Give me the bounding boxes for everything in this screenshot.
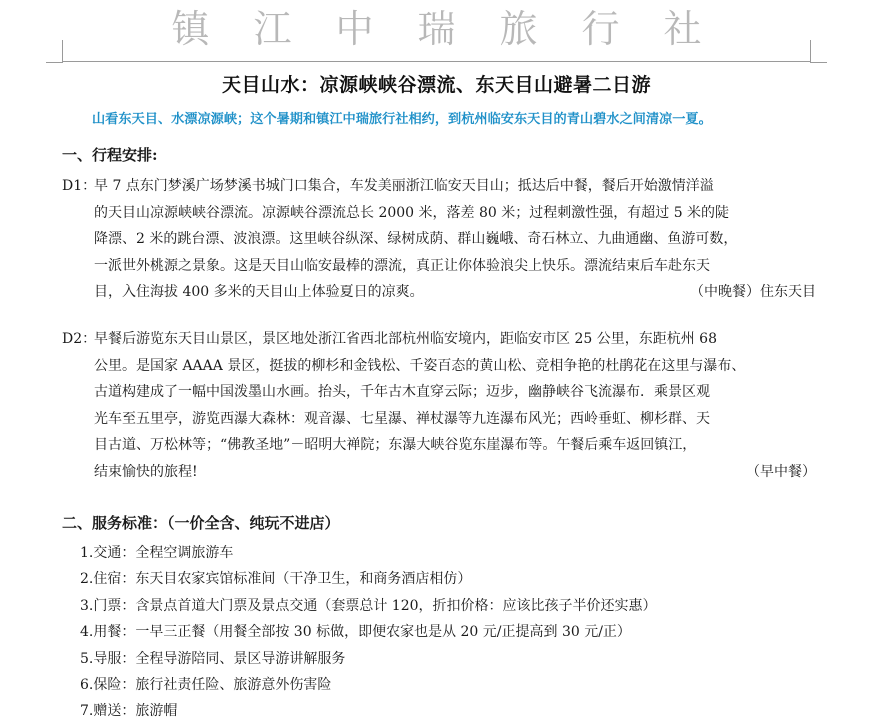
- day-2-line: 结束愉快的旅程!: [94, 463, 198, 480]
- day-1-line: 早 7 点东门梦溪广场梦溪书城门口集合，车发美丽浙江临安天目山；抵达后中餐，餐后开始激情洋溢: [94, 178, 714, 194]
- service-item-tickets: 3.门票：含景点首道大门票及景点交通（套票总计 120，折扣价格：应该比孩子半价还实惠）: [80, 597, 657, 614]
- day-1-label: D1：: [62, 178, 97, 194]
- day-1-text: [94, 173, 816, 306]
- day-1-line: 一派世外桃源之景象。这是天目山临安最棒的漂流，真正让你体验浪尖上快乐。漂流结束后车赴东天: [94, 257, 710, 274]
- header-divider: [62, 61, 811, 62]
- header-corner-mark-right: [810, 40, 827, 63]
- day-2-line: 古道构建成了一幅中国泼墨山水画。抬头，千年古木直穿云际；迈步，幽静峡谷飞流瀑布．乘景区观: [94, 384, 710, 401]
- service-item-lodging: 2.住宿：东天目农家宾馆标准间（干净卫生，和商务酒店相仿）: [80, 571, 472, 588]
- service-item-meals: 4.用餐：一早三正餐（用餐全部按 30 标做，即便农家也是从 20 元/正提高到 30 元/正）: [80, 624, 631, 641]
- service-item-insurance: 6.保险：旅行社责任险、旅游意外伤害险: [80, 676, 332, 693]
- day-2-last-line: [94, 459, 816, 486]
- day-2-line: 公里。是国家 AAAA 景区，挺拔的柳杉和金钱松、千姿百态的黄山松、竞相争艳的杜鹃花在这里与瀑布、: [94, 357, 746, 374]
- service-item-transport: 1.交通：全程空调旅游车: [80, 545, 234, 561]
- service-item-guide: 5.导服：全程导游陪同、景区导游讲解服务: [80, 650, 346, 667]
- day-2-line: 光车至五里亭，游览西瀑大森林：观音瀑、七星瀑、禅杖瀑等九连瀑布风光；西岭垂虹、柳杉群、天: [94, 410, 710, 427]
- day-1-meal-note: （中晚餐）住东天目: [690, 284, 816, 301]
- day-2-meal-note: （早中餐）: [746, 463, 816, 480]
- service-item-gift: 7.赠送：旅游帽: [80, 703, 178, 720]
- company-header: 镇江中瑞旅行社: [171, 7, 746, 51]
- day-1-last-line: [94, 279, 816, 306]
- day-1-line: 降漂、2 米的跳台漂、波浪漂。这里峡谷纵深、绿树成荫、群山巍峨、奇石林立、九曲通幽、鱼游可数，: [94, 231, 738, 248]
- itinerary-heading: 一、行程安排:: [62, 146, 158, 164]
- service-list: [80, 540, 840, 725]
- intro-tagline: 山看东天目、水漂凉源峡；这个暑期和镇江中瑞旅行社相约，到杭州临安东天目的青山碧水之间清凉一夏。: [92, 112, 712, 127]
- document-title: 天目山水：凉源峡峡谷漂流、东天目山避暑二日游: [221, 74, 651, 96]
- day-2-text: [94, 326, 816, 486]
- day-2-line: 早餐后游览东天目山景区，景区地处浙江省西北部杭州临安境内，距临安市区 25 公里，东距杭州 68: [94, 331, 717, 347]
- day-1-line: 的天目山凉源峡峡谷漂流。凉源峡谷漂流总长 2000 米，落差 80 米；过程刺激性强，有超过 5 米的陡: [94, 204, 730, 221]
- header-corner-mark-left: [46, 40, 63, 63]
- day-1-line: 目，入住海拔 400 多米的天目山上体验夏日的凉爽。: [94, 284, 424, 301]
- service-heading: 二、服务标准：（一价全含、纯玩不进店）: [62, 514, 340, 532]
- day-2-label: D2：: [62, 331, 97, 347]
- day-2-line: 目古道、万松林等；“佛教圣地”－昭明大禅院；东瀑大峡谷览东崖瀑布等。午餐后乘车返回镇江，: [94, 437, 697, 454]
